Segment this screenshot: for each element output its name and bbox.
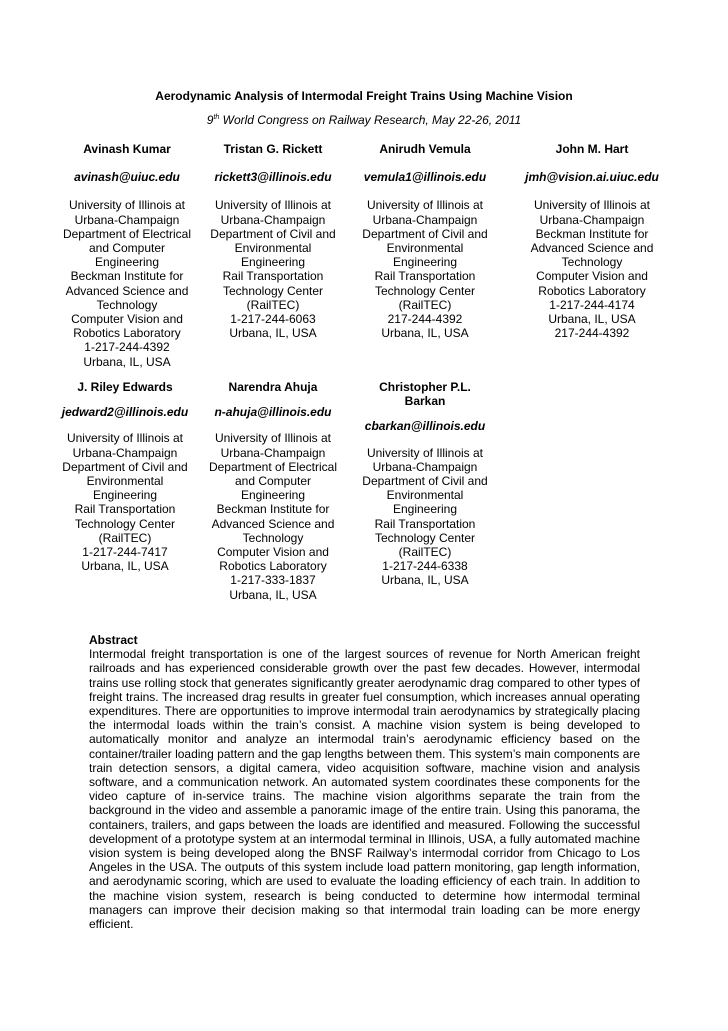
affiliation-line: Urbana-Champaign [74,212,180,227]
author-block [53,380,197,573]
affiliation-line: Robotics Laboratory [73,326,181,341]
affiliation-line: Environmental [86,474,164,489]
affiliation-line: Computer Vision and [217,545,329,560]
affiliation-line: Department of Civil and [362,226,488,241]
affiliation-line: Beckman Institute for [70,269,184,284]
author-affiliation [201,431,345,601]
affiliation-line: 1-217-333-1837 [230,573,316,588]
conference-ordinal: 9 [206,113,214,127]
author-block [55,142,199,369]
affiliation-line: (RailTEC) [98,530,152,545]
affiliation-line: Advanced Science and [530,241,654,256]
affiliation-line: 1-217-244-4392 [84,340,170,355]
affiliation-line: Urbana, IL, USA [548,312,636,327]
affiliation-line: University of Illinois at [66,431,184,446]
affiliation-line: University of Illinois at [366,445,484,460]
affiliation-line: 1-217-244-6338 [382,559,468,574]
affiliation-line: Urbana, IL, USA [381,573,469,588]
affiliation-line: and Computer [234,474,312,489]
affiliation-line: (RailTEC) [398,297,452,312]
author-name: Anirudh Vemula [379,142,471,156]
author-email: jmh@vision.ai.uiuc.edu [525,170,659,185]
author-affiliation [353,446,497,588]
affiliation-line: Department of Civil and [362,474,488,489]
author-block [201,380,345,602]
author-block [520,142,664,340]
affiliation-line: Urbana, IL, USA [381,326,469,341]
affiliation-line: Technology [561,255,623,270]
affiliation-line: Rail Transportation [374,269,476,284]
affiliation-line: Urbana, IL, USA [83,354,171,369]
affiliation-line: Engineering [94,255,160,270]
author-name: Barkan [404,394,446,409]
abstract-section [89,633,640,931]
author-name: Narendra Ahuja [228,380,318,394]
author-affiliation [353,198,497,340]
author-email: cbarkan@illinois.edu [364,419,486,434]
affiliation-line: Robotics Laboratory [538,283,646,298]
affiliation-line: Environmental Engineering [386,488,464,517]
affiliation-line: 1-217-244-7417 [82,545,168,560]
author-block [201,142,345,340]
affiliation-line: Technology [242,530,304,545]
affiliation-line: Engineering [240,255,306,270]
conference-text: World Congress on Railway Research, May 22-26, 2011 [219,113,522,127]
affiliation-line: Urbana-Champaign [220,445,326,460]
author-affiliation [55,198,199,368]
affiliation-line: Urbana-Champaign [372,212,478,227]
affiliation-line: Rail Transportation [74,502,176,517]
affiliation-line: Rail Transportation [222,269,324,284]
abstract-body: Intermodal freight transportation is one of the largest sources of revenue for North American freight railroads and has experienced considerable growth over the past few decades. However, intermodal trains use rolling stock that generates significantly greater aerodynamic drag compared to other types of freight trains. The increased drag results in greater fuel consumption, which increases annual operating expenditures. There are opportunities to improve intermodal train aerodynamics by strategically placing the intermodal loads within the train’s consist. A machine vision system is being developed to automatically monitor and analyze an intermodal train’s aerodynamic efficiency based on the container/trailer loading pattern and the gap lengths between them. This system’s main components are train detection sensors, a digital camera, video acquisition software, machine vision and analysis software, and a communication network. An automated system coordinates these components for the video capture of in-service trains. The machine vision algorithms separate the train from the background in the video and assemble a panoramic image of the entire train. Using this panorama, the containers, trailers, and gaps between the loads are identified and measured. Following the successful development of a prototype system at an intermodal terminal in Illinois, USA, a fully automated machine vision system is being developed along the BNSF Railway’s intermodal corridor from Chicago to Los Angeles in the USA. The outputs of this system include load pattern monitoring, gap length information, and aerodynamic scoring, which are used to evaluate the loading efficiency of each train. In addition to the machine vision system, research is being conducted to determine how intermodal terminal managers can improve their decision making so that intermodal train loading can be more energy efficient. [89,647,640,932]
affiliation-line: Urbana-Champaign [372,459,478,474]
affiliation-line: 217-244-4392 [554,326,630,341]
affiliation-line: (RailTEC) [246,297,300,312]
affiliation-line: (RailTEC) [398,545,452,560]
affiliation-line: Urbana, IL, USA [229,587,317,602]
affiliation-line: 1-217-244-4174 [549,297,635,312]
affiliation-line: University of Illinois at [366,198,484,213]
author-affiliation [53,431,197,573]
author-email: avinash@uiuc.edu [74,170,180,185]
affiliation-line: Urbana-Champaign [72,445,178,460]
affiliation-line: Engineering [92,488,158,503]
abstract-heading: Abstract [89,633,138,647]
author-name: Avinash Kumar [83,142,171,156]
affiliation-line: Department of Electrical [208,459,338,474]
affiliation-line: Computer Vision and [71,312,183,327]
author-email: jedward2@illinois.edu [61,405,189,420]
paper-title: Aerodynamic Analysis of Intermodal Freight Trains Using Machine Vision [155,89,573,103]
affiliation-line: Urbana-Champaign [539,212,645,227]
affiliation-line: Technology Center [222,283,324,298]
conference-ordinal-suffix: th [213,114,220,121]
affiliation-line: Department of Civil and [210,226,336,241]
affiliation-line: Computer Vision and [536,269,648,284]
affiliation-line: Technology Center [74,516,176,531]
author-block [353,142,497,340]
affiliation-line: Urbana, IL, USA [229,326,317,341]
author-email: n-ahuja@illinois.edu [214,405,332,420]
affiliation-line: Robotics Laboratory [219,559,327,574]
author-block [353,380,497,588]
affiliation-line: Urbana-Champaign [220,212,326,227]
affiliation-line: Department of Civil and [62,459,188,474]
author-email: rickett3@illinois.edu [214,170,332,185]
affiliation-line: 1-217-244-6063 [230,312,316,327]
affiliation-line: and Computer [88,241,166,256]
author-email: vemula1@illinois.edu [363,170,487,185]
affiliation-line: Rail Transportation [374,516,476,531]
affiliation-line: University of Illinois at [68,198,186,213]
affiliation-line: Technology [96,297,158,312]
affiliation-line: Beckman Institute for [535,226,649,241]
conference-line [0,113,728,127]
affiliation-line: 217-244-4392 [387,312,463,327]
affiliation-line: Advanced Science and [211,516,335,531]
affiliation-line: Engineering [240,488,306,503]
author-name: J. Riley Edwards [77,380,173,394]
author-affiliation [520,198,664,340]
affiliation-line: University of Illinois at [214,431,332,446]
author-name: Christopher P.L. [379,380,471,394]
affiliation-line: Technology Center [374,530,476,545]
affiliation-line: Technology Center [374,283,476,298]
affiliation-line: Environmental Engineering [386,241,464,270]
author-name: Tristan G. Rickett [223,142,323,156]
author-affiliation [201,198,345,340]
affiliation-line: Urbana, IL, USA [81,559,169,574]
affiliation-line: Department of Electrical [62,226,192,241]
affiliation-line: University of Illinois at [533,198,651,213]
affiliation-line: Advanced Science and [65,283,189,298]
affiliation-line: Beckman Institute for [216,502,330,517]
author-name: John M. Hart [555,142,629,156]
affiliation-line: Environmental [234,241,312,256]
affiliation-line: University of Illinois at [214,198,332,213]
